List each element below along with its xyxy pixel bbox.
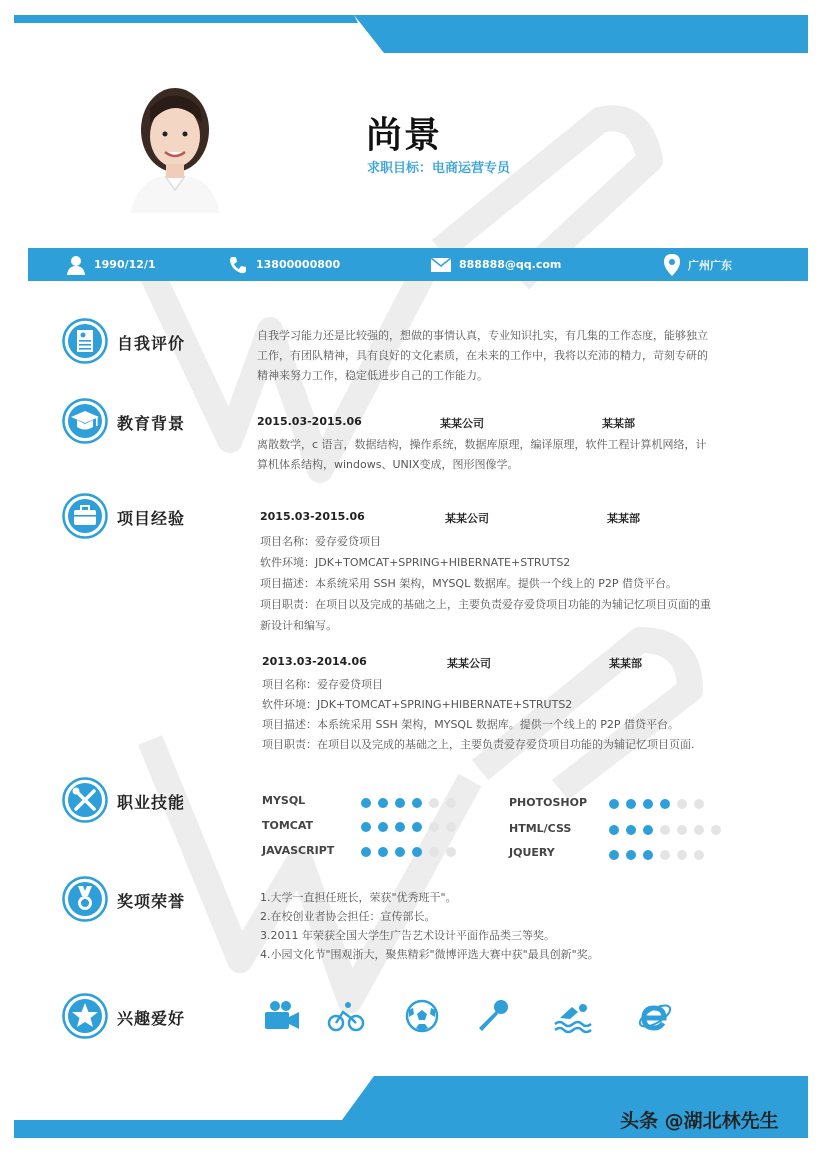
- project-details: [262, 675, 772, 755]
- phone-info: [228, 248, 340, 281]
- award-item: 4.小园文化节"围观浙大，聚焦精彩"微博评选大赛中获"最具创新"奖。: [260, 948, 599, 961]
- skill-name: HTML/CSS: [509, 822, 572, 835]
- skill-dot-empty: [429, 847, 439, 857]
- skill-dot-filled: [609, 850, 619, 860]
- education-dept: 某某部: [602, 417, 635, 430]
- section-title-skills: 职业技能: [117, 793, 186, 812]
- birth-date: 1990/12/1: [94, 258, 156, 271]
- graduation-cap-icon: [62, 398, 108, 444]
- skill-dot-empty: [677, 825, 687, 835]
- skill-dot-filled: [412, 847, 422, 857]
- skill-dots: [361, 847, 463, 857]
- skill-dot-filled: [609, 825, 619, 835]
- skill-name: MYSQL: [262, 794, 306, 807]
- education-date: 2015.03-2015.06: [257, 415, 362, 428]
- skill-dot-filled: [378, 798, 388, 808]
- project-line: 项目名称：爱存爱贷项目: [262, 678, 383, 691]
- skill-dot-filled: [395, 822, 405, 832]
- project-date: 2015.03-2015.06: [260, 510, 365, 523]
- section-title-self: 自我评价: [117, 334, 186, 353]
- skill-dot-filled: [643, 799, 653, 809]
- microphone-icon: [474, 998, 512, 1034]
- skill-dot-filled: [361, 822, 371, 832]
- project-dept: 某某部: [609, 657, 642, 670]
- phone-icon: [228, 255, 248, 275]
- project-line: 项目名称：爱存爱贷项目: [260, 535, 381, 548]
- education-line: 算机体系结构，windows、UNIX变成，图形图像学。: [257, 458, 519, 471]
- email-info: [431, 248, 561, 281]
- skill-dot-filled: [361, 847, 371, 857]
- self-line: 自我学习能力还是比较强的，想做的事情认真，专业知识扎实，有几集的工作态度，能够独立: [257, 329, 708, 342]
- skill-dots: [361, 798, 463, 808]
- skill-dot-empty: [677, 799, 687, 809]
- project-dept: 某某部: [607, 512, 640, 525]
- skill-dot-filled: [609, 799, 619, 809]
- football-icon: [403, 998, 441, 1034]
- skill-dot-filled: [378, 847, 388, 857]
- skill-name: JAVASCRIPT: [262, 844, 335, 857]
- resume-doc-icon: [62, 318, 108, 364]
- job-objective: 求职目标：电商运营专员: [367, 161, 511, 176]
- top-decorative-band: [14, 15, 808, 55]
- skill-dot-filled: [412, 822, 422, 832]
- skill-dot-filled: [361, 798, 371, 808]
- medal-icon: [62, 876, 108, 922]
- award-item: 1.大学一直担任班长，荣获"优秀班干"。: [260, 891, 457, 904]
- project-line: 软件环境：JDK+TOMCAT+SPRING+HIBERNATE+STRUTS2: [262, 698, 573, 711]
- email-address: 888888@qq.com: [459, 258, 562, 271]
- self-line: 精神来努力工作，稳定低进步自己的工作能力。: [257, 369, 488, 382]
- project-company: 某某公司: [447, 657, 491, 670]
- skill-dot-filled: [412, 798, 422, 808]
- skill-name: TOMCAT: [262, 819, 314, 832]
- skill-name: JQUERY: [509, 846, 555, 859]
- skill-dot-empty: [677, 850, 687, 860]
- location-info: [664, 248, 732, 281]
- mail-icon: [431, 258, 451, 272]
- section-title-education: 教育背景: [117, 414, 186, 433]
- project-line: 项目描述：本系统采用 SSH 架构，MYSQL 数据库。提供一个线上的 P2P 借贷平台。: [262, 718, 679, 731]
- skill-dot-filled: [626, 799, 636, 809]
- section-title-hobbies: 兴趣爱好: [117, 1009, 186, 1028]
- project-line: 项目职责：在项目以及完成的基础之上，主要负责爱存爱贷项目功能的为辅记忆项目页面.: [262, 738, 695, 751]
- skill-dot-empty: [694, 850, 704, 860]
- section-title-awards: 奖项荣誉: [117, 892, 186, 911]
- project-company: 某某公司: [445, 512, 489, 525]
- education-company: 某某公司: [440, 417, 484, 430]
- project-line: 新设计和编写。: [260, 619, 337, 632]
- project-line: 软件环境：JDK+TOMCAT+SPRING+HIBERNATE+STRUTS2: [260, 556, 571, 569]
- location-pin-icon: [664, 254, 680, 276]
- skill-dot-filled: [643, 850, 653, 860]
- cycling-icon: [327, 998, 365, 1034]
- skill-dot-empty: [429, 798, 439, 808]
- skill-dot-filled: [626, 825, 636, 835]
- skill-dot-empty: [694, 825, 704, 835]
- location-text: 广州广东: [688, 258, 732, 272]
- skill-dot-filled: [395, 847, 405, 857]
- skill-dot-empty: [711, 825, 721, 835]
- skill-dot-empty: [660, 850, 670, 860]
- profile-photo: [120, 78, 230, 213]
- source-watermark: 头条 @湖北林先生: [620, 1110, 779, 1132]
- skill-dot-empty: [429, 822, 439, 832]
- project-line: 项目描述：本系统采用 SSH 架构，MYSQL 数据库。提供一个线上的 P2P 借贷平台。: [260, 577, 677, 590]
- skill-name: PHOTOSHOP: [509, 796, 588, 809]
- section-title-projects: 项目经验: [117, 509, 186, 528]
- skill-dots: [609, 799, 711, 809]
- skill-dot-filled: [395, 798, 405, 808]
- birth-info: [66, 248, 156, 281]
- skill-dot-empty: [446, 798, 456, 808]
- skill-dot-empty: [694, 799, 704, 809]
- skill-dots: [609, 825, 728, 835]
- briefcase-icon: [62, 493, 108, 539]
- skill-dot-empty: [446, 822, 456, 832]
- education-courses: [257, 435, 777, 475]
- skill-dot-filled: [643, 825, 653, 835]
- candidate-name: 尚景: [366, 115, 443, 156]
- project-line: 项目职责：在项目以及完成的基础之上，主要负责爱存爱贷项目功能的为辅记忆项目页面的重: [260, 598, 711, 611]
- tools-icon: [62, 777, 108, 823]
- star-icon: [62, 993, 108, 1039]
- skill-dots: [361, 822, 463, 832]
- person-icon: [66, 255, 86, 275]
- phone-number: 13800000800: [256, 258, 341, 271]
- self-evaluation-text: [257, 326, 777, 386]
- award-item: 3.2011 年荣获全国大学生广告艺术设计平面作品类三等奖。: [260, 929, 555, 942]
- project-date: 2013.03-2014.06: [262, 655, 367, 668]
- video-camera-icon: [262, 998, 300, 1034]
- skill-dot-empty: [660, 825, 670, 835]
- awards-list: [260, 888, 760, 964]
- contact-info-bar: [28, 248, 808, 281]
- education-line: 离散数学，c 语言，数据结构，操作系统，数据库原理，编译原理，软件工程计算机网络，计: [257, 438, 707, 451]
- swimming-icon: [554, 998, 592, 1034]
- skill-dot-filled: [378, 822, 388, 832]
- award-item: 2.在校创业者协会担任：宣传部长。: [260, 910, 436, 923]
- self-line: 工作，有团队精神，具有良好的文化素质，在未来的工作中，我将以充沛的精力，苛刻专研的: [257, 349, 708, 362]
- project-details: [260, 531, 770, 636]
- skill-dots: [609, 850, 711, 860]
- skill-dot-empty: [446, 847, 456, 857]
- skill-dot-filled: [660, 799, 670, 809]
- skill-dot-filled: [626, 850, 636, 860]
- internet-explorer-icon: [636, 998, 674, 1034]
